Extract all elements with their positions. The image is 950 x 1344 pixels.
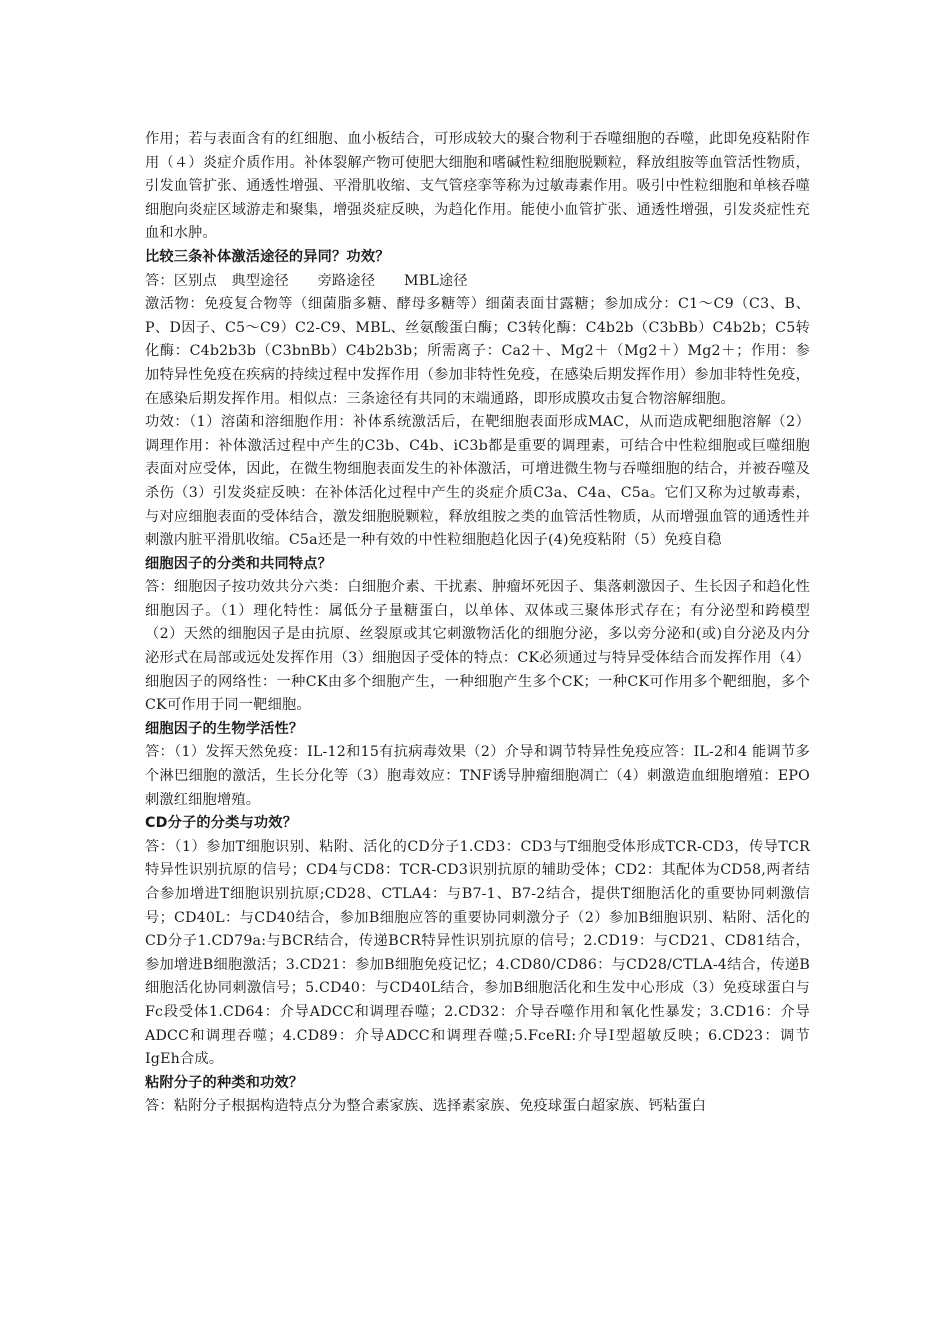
document-page bbox=[145, 128, 810, 1119]
paragraph-cd-molecules: 答：（1）参加T细胞识别、粘附、活化的CD分子1.CD3：CD3与T细胞受体形成TCR-CD3，传导TCR特异性识别抗原的信号；CD4与CD8：TCR-CD3识别抗原的辅助受体；CD2：其配体为CD58,两者结合参加增进T细胞识别抗原;CD28、CTLA4：与B7-1、B7-2结合，提供T细胞活化的重要协同刺激信号；CD40L：与CD40结合，参加B细胞应答的重要协同刺激分子（2）参加B细胞识别、粘附、活化的CD分子1.CD79a:与BCR结合，传递BCR特异性识别抗原的信号；2.CD19：与CD21、CD81结合，参加增进B细胞激活；3.CD21：参加B细胞免疫记忆；4.CD80/CD86：与CD28/CTLA-4结合，传递B细胞活化协同刺激信号；5.CD40：与CD40L结合，参加B细胞活化和生发中心形成（3）免疫球蛋白与Fc段受体1.CD64：介导ADCC和调理吞噬；2.CD32：介导吞噬作用和氧化性暴发；3.CD16：介导ADCC和调理吞噬；4.CD89：介导ADCC和调理吞噬;5.FceRI:介导I型超敏反映；6.CD23：调节IgEh合成。 bbox=[145, 838, 810, 1068]
paragraph-complement-functions: 作用；若与表面含有的红细胞、血小板结合，可形成较大的聚合物利于吞噬细胞的吞噬，此即免疫粘附作用（４）炎症介质作用。补体裂解产物可使肥大细胞和嗜碱性粒细胞脱颗粒，释放组胺等血管活性物质，引发血管扩张、通透性增强、平滑肌收缩、支气管痉挛等称为过敏毒素作用。吸引中性粒细胞和单核吞噬细胞向炎症区域游走和聚集，增强炎症反映，为趋化作用。能使小血管扩张、通透性增强，引发炎症性充血和水肿。 bbox=[145, 131, 810, 242]
paragraph-cytokine-classification: 答：细胞因子按功效共分六类：白细胞介素、干扰素、肿瘤坏死因子、集落刺激因子、生长因子和趋化性细胞因子。（1）理化特性：属低分子量糖蛋白，以单体、双体或三聚体形式存在；有分泌型和跨模型（2）天然的细胞因子是由抗原、丝裂原或其它刺激物活化的细胞分泌，多以旁分泌和(或)自分泌及内分泌形式在局部或远处发挥作用（3）细胞因子受体的特点：CK必须通过与特异受体结合而发挥作用（4）细胞因子的网络性：一种CK由多个细胞产生，一种细胞产生多个CK；一种CK可作用多个靶细胞，多个CK可作用于同一靶细胞。 bbox=[145, 579, 810, 714]
paragraph-complement-effects: 功效：（1）溶菌和溶细胞作用：补体系统激活后，在靶细胞表面形成MAC，从而造成靶细胞溶解（2）调理作用：补体激活过程中产生的C3b、C4b、iC3b都是重要的调理素，可结合中性粒细胞或巨噬细胞表面对应受体，因此，在微生物细胞表面发生的补体激活，可增进微生物与吞噬细胞的结合，并被吞噬及杀伤（3）引发炎症反映：在补体活化过程中产生的炎症介质C3a、C4a、C5a。它们又称为过敏毒素，与对应细胞表面的受体结合，激发细胞脱颗粒，释放组胺之类的血管活性物质，从而增强血管的通透性并刺激内脏平滑肌收缩。C5a还是一种有效的中性粒细胞趋化因子(4)免疫粘附（5）免疫自稳 bbox=[145, 414, 810, 549]
heading-complement-pathways: 比较三条补体激活途径的异同？功效？ bbox=[145, 248, 390, 265]
heading-cytokine-activity: 细胞因子的生物学活性？ bbox=[145, 720, 304, 737]
paragraph-pathway-columns: 答：区别点 典型途径 旁路途径 MBL途径 bbox=[145, 272, 468, 289]
heading-cd-molecules: CD分子的分类与功效？ bbox=[145, 815, 298, 832]
paragraph-cytokine-activity: 答：（1）发挥天然免疫：IL-12和15有抗病毒效果（2）介导和调节特异性免疫应答：IL-2和4 能调节多个淋巴细胞的激活，生长分化等（3）胞毒效应：TNF诱导肿瘤细胞凋亡（4）刺激造血细胞增殖：EPO刺激红细胞增殖。 bbox=[145, 744, 810, 808]
heading-adhesion-molecules: 粘附分子的种类和功效？ bbox=[145, 1074, 304, 1091]
paragraph-pathway-comparison: 激活物：免疫复合物等（细菌脂多糖、酵母多糖等）细菌表面甘露糖；参加成分：C1～C9（C3、B、P、D因子、C5～C9）C2-C9、MBL、丝氨酸蛋白酶；C3转化酶：C4b2b（C3bBb）C4b2b；C5转化酶：C4b2b3b（C3bnBb）C4b2b3b；所需离子：Ca2＋、Mg2＋（Mg2＋）Mg2＋；作用：参加特异性免疫在疾病的持续过程中发挥作用（参加非特性免疫，在感染后期发挥作用）参加非特性免疫，在感染后期发挥作用。相似点：三条途径有共同的末端通路，即形成膜攻击复合物溶解细胞。 bbox=[145, 296, 810, 407]
heading-cytokine-classification: 细胞因子的分类和共同特点？ bbox=[145, 555, 333, 572]
paragraph-adhesion-molecules: 答：粘附分子根据构造特点分为整合素家族、选择素家族、免疫球蛋白超家族、钙粘蛋白 bbox=[145, 1098, 707, 1115]
